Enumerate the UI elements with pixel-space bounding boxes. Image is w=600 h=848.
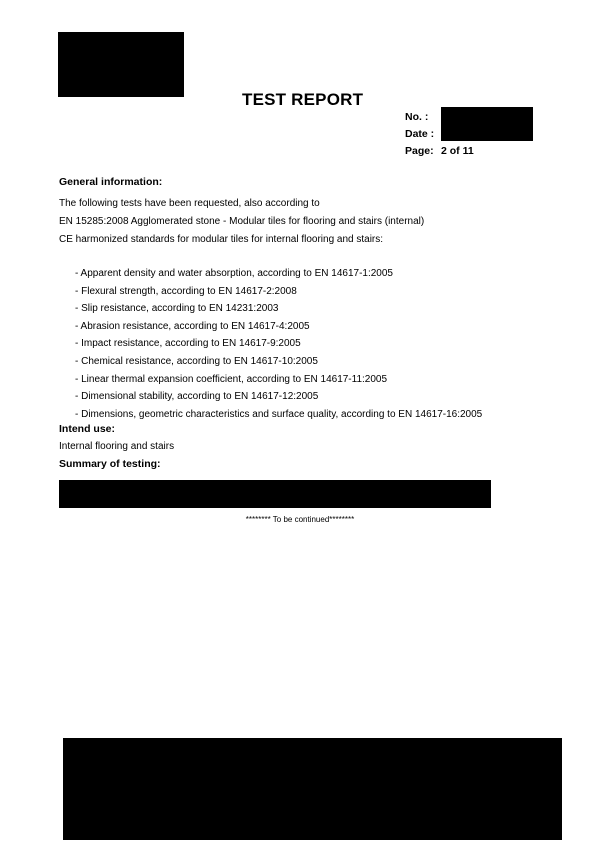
list-item: - Chemical resistance, according to EN 14617-10:2005	[75, 355, 318, 367]
list-item: - Impact resistance, according to EN 14617-9:2005	[75, 338, 301, 350]
intro-line-3: CE harmonized standards for modular tiles for internal flooring and stairs:	[59, 234, 384, 245]
redacted-footer-block	[63, 738, 562, 840]
summary-of-testing-heading: Summary of testing:	[59, 458, 161, 470]
list-item: - Dimensional stability, according to EN 14617-12:2005	[75, 391, 319, 403]
general-information-heading: General information:	[59, 176, 163, 188]
report-page-label: Page:	[405, 145, 434, 157]
list-item: - Abrasion resistance, according to EN 14617-4:2005	[75, 320, 310, 332]
intro-line-1: The following tests have been requested, also according to	[59, 198, 320, 209]
intended-use-heading: Intend use:	[59, 423, 116, 435]
list-item: - Dimensions, geometric characteristics and surface quality, according to EN 14617-16:2005	[75, 408, 483, 420]
report-date-label: Date :	[405, 128, 435, 140]
intro-line-2: EN 15285:2008 Agglomerated stone - Modular tiles for flooring and stairs (internal)	[59, 216, 425, 227]
report-title: TEST REPORT	[242, 90, 364, 109]
list-item: - Apparent density and water absorption, according to EN 14617-1:2005	[75, 268, 393, 279]
list-item: - Linear thermal expansion coefficient, according to EN 14617-11:2005	[75, 373, 388, 385]
to-be-continued-note: ******** To be continued********	[245, 515, 355, 524]
list-item: - Flexural strength, according to EN 14617-2:2008	[75, 285, 297, 297]
redacted-summary-block	[59, 480, 491, 508]
redacted-number-date-block	[441, 107, 533, 141]
requested-tests-list	[75, 265, 482, 423]
report-number-label: No. :	[405, 111, 429, 123]
list-item: - Slip resistance, according to EN 14231:2003	[75, 303, 279, 315]
redacted-logo-block	[58, 32, 184, 97]
report-page-value: 2 of 11	[441, 145, 474, 157]
intended-use-text: Internal flooring and stairs	[59, 441, 175, 452]
